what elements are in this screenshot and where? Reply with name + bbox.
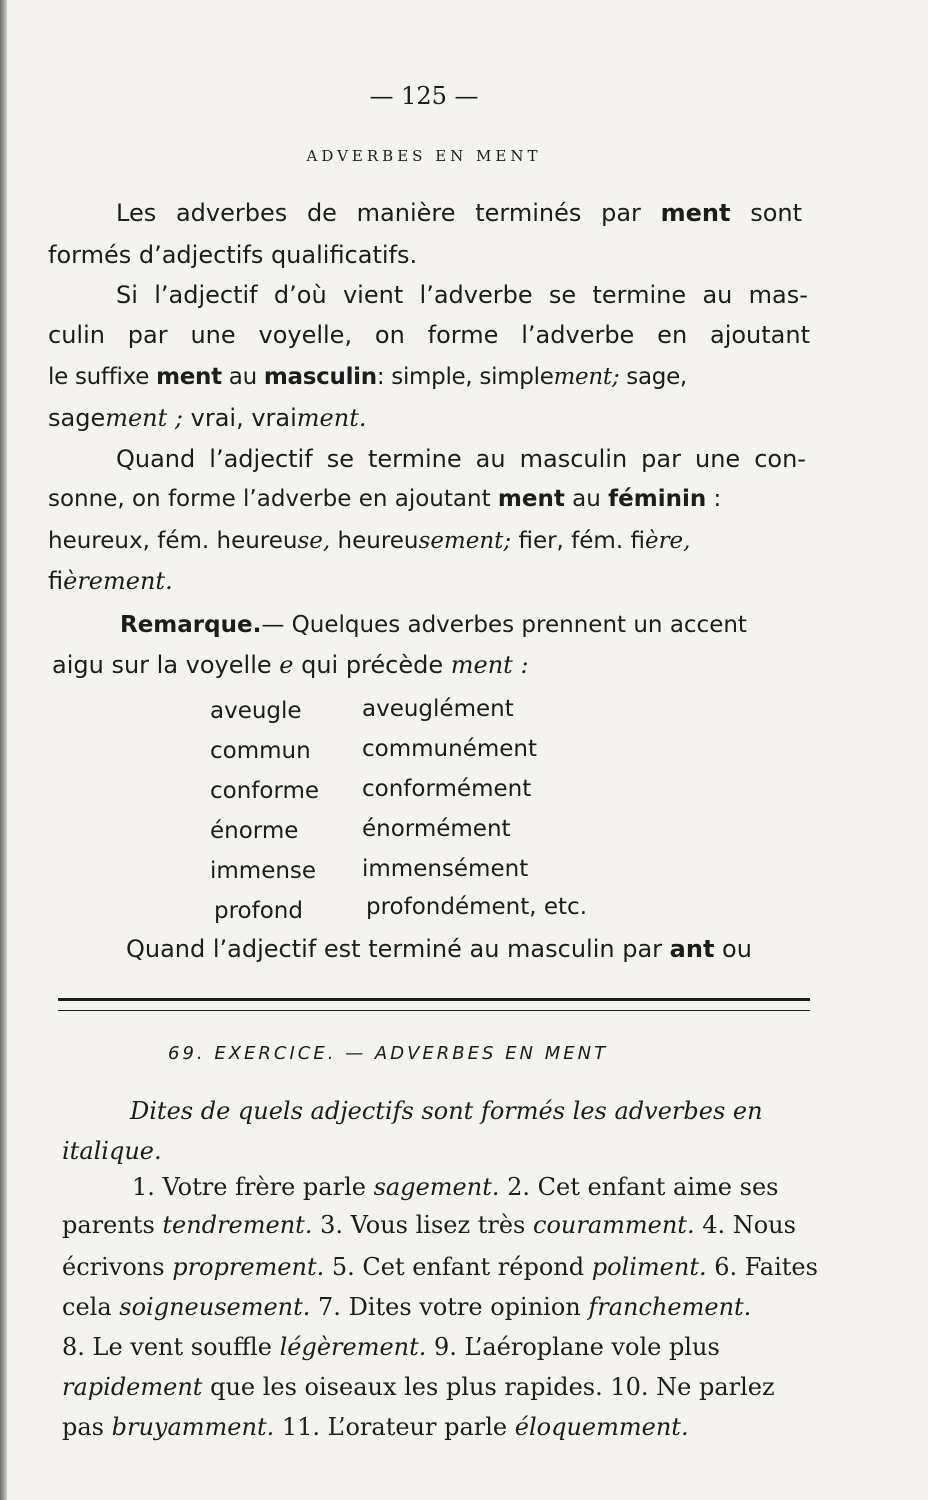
exercise-sentence-line-3: écrivons proprement. 5. Cet enfant répond poliment. 6. Faites xyxy=(62,1253,818,1281)
paragraph-3-line-4: fièrement. xyxy=(48,567,173,595)
exercise-sentence-line-7: pas bruyamment. 11. L’orateur parle éloquemment. xyxy=(62,1413,689,1441)
exercise-instruction-line-1: Dites de quels adjectifs sont formés les adverbes en xyxy=(130,1097,763,1125)
paragraph-3-line-2: sonne, on forme l’adverbe en ajoutant ment au féminin : xyxy=(48,486,722,512)
exercise-sentence-line-1: 1. Votre frère parle sagement. 2. Cet enfant aime ses xyxy=(132,1173,779,1201)
exercise-sentence-line-6: rapidement que les oiseaux les plus rapides. 10. Ne parlez xyxy=(62,1373,775,1401)
list-adjective: immense xyxy=(210,858,317,884)
list-adverb: énormément xyxy=(362,816,511,842)
exercise-title: 69. EXERCICE. — ADVERBES EN MENT xyxy=(168,1043,609,1064)
list-adjective: aveugle xyxy=(210,698,302,724)
list-adjective: énorme xyxy=(210,818,299,844)
remark-line-2: aigu sur la voyelle e qui précède ment : xyxy=(52,651,529,679)
separator-rule-thick xyxy=(58,998,810,1001)
paragraph-1-line-1: Les adverbes de manière terminés par ment sont xyxy=(116,199,802,227)
paragraph-4-line-1: Quand l’adjectif est terminé au masculin par ant ou xyxy=(126,935,752,963)
paragraph-3-line-1: Quand l’adjectif se termine au masculin par une con- xyxy=(116,445,806,473)
paragraph-2-line-3: le suffixe ment au masculin: simple, simplement; sage, xyxy=(48,364,687,390)
paragraph-2-line-2: culin par une voyelle, on forme l’adverbe en ajoutant xyxy=(48,321,811,349)
separator-rule-thin xyxy=(58,1010,810,1011)
exercise-sentence-line-2: parents tendrement. 3. Vous lisez très couramment. 4. Nous xyxy=(62,1211,796,1239)
remark-line-1: Remarque.— Quelques adverbes prennent un accent xyxy=(120,612,747,638)
list-adverb: communément xyxy=(362,736,537,762)
paragraph-1-line-2: formés d’adjectifs qualificatifs. xyxy=(48,241,418,269)
list-adjective: profond xyxy=(214,898,303,924)
remark-label: Remarque. xyxy=(120,612,262,638)
exercise-instruction-line-2: italique. xyxy=(62,1137,162,1165)
page-number: — 125 — xyxy=(369,82,479,110)
list-adverb: profondément, etc. xyxy=(366,894,588,920)
list-adjective: commun xyxy=(210,738,311,764)
list-adverb: immensément xyxy=(362,856,529,882)
paragraph-2-line-1: Si l’adjectif d’où vient l’adverbe se termine au mas- xyxy=(116,281,808,309)
list-adverb: conformément xyxy=(362,776,532,802)
section-title: ADVERBES EN MENT xyxy=(306,147,542,165)
list-adjective: conforme xyxy=(210,778,320,804)
paragraph-3-line-3: heureux, fém. heureuse, heureusement; fier, fém. fière, xyxy=(48,528,691,554)
paragraph-2-line-4: sagement ; vrai, vraiment. xyxy=(48,404,367,432)
exercise-sentence-line-5: 8. Le vent souffle légèrement. 9. L’aéroplane vole plus xyxy=(62,1333,720,1361)
list-adverb: aveuglément xyxy=(362,696,514,722)
exercise-sentence-line-4: cela soigneusement. 7. Dites votre opinion franchement. xyxy=(62,1293,752,1321)
